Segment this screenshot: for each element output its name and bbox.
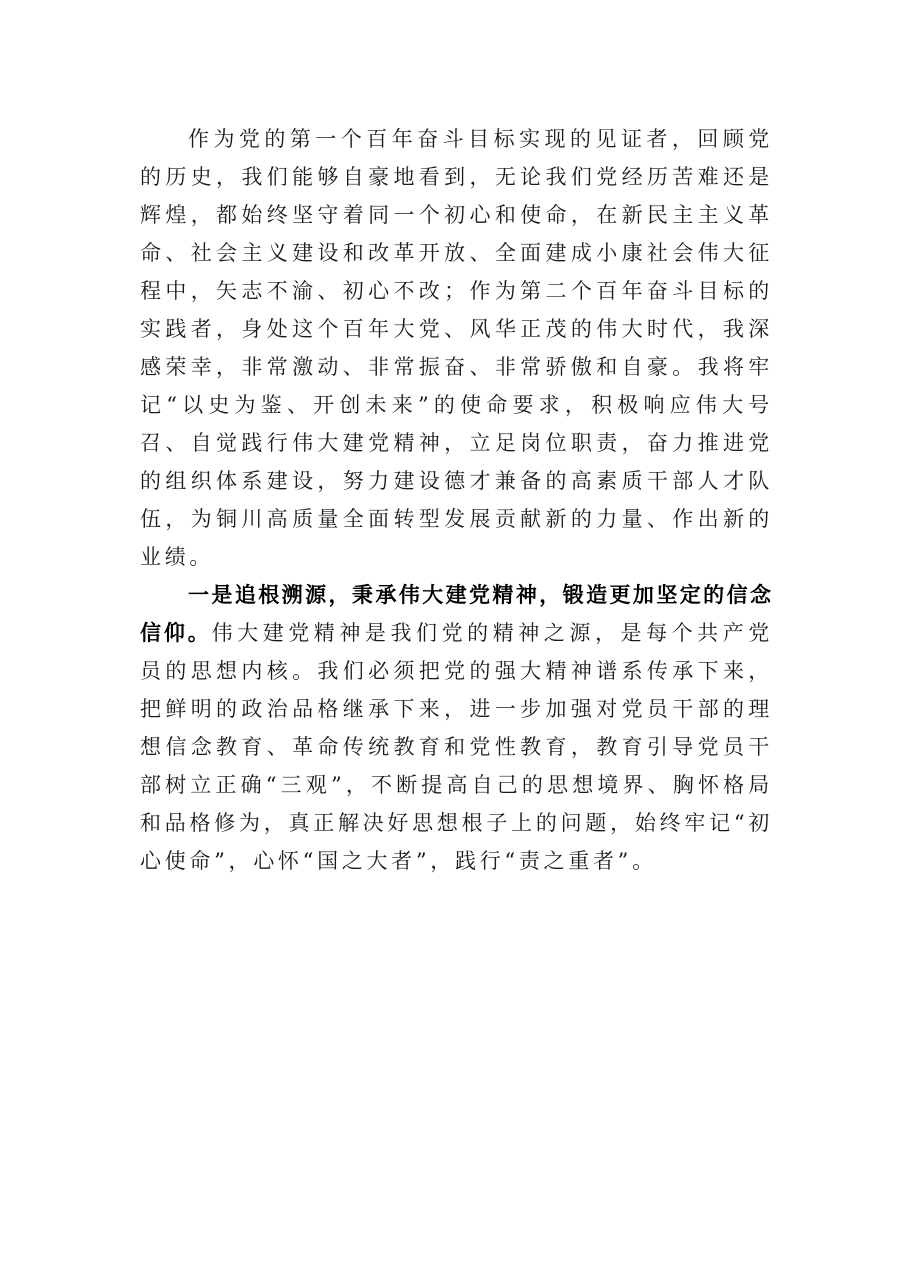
paragraph-2-lead-heading: 一是追根溯源，秉承伟大建党精神，锻造更加坚定的信念信仰。 bbox=[140, 583, 773, 645]
paragraph-1-text: 作为党的第一个百年奋斗目标实现的见证者，回顾党的历史，我们能够自豪地看到，无论我们党经历苦难还是辉煌，都始终坚守着同一个初心和使命，在新民主主义革命、社会主义建设和改革开放、全面建成小康社会伟大征程中，矢志不渝、初心不改；作为第二个百年奋斗目标的实践者，身处这个百年大党、风华正茂的伟大时代，我深感荣幸，非常激动、非常振奋、非常骄傲和自豪。我将牢记“以史为鉴、开创未来”的使命要求，积极响应伟大号召、自觉践行伟大建党精神，立足岗位职责，奋力推进党的组织体系建设，努力建设德才兼备的高素质干部人才队伍，为铜川高质量全面转型发展贡献新的力量、作出新的业绩。 bbox=[140, 127, 773, 569]
paragraph-2 bbox=[140, 576, 773, 880]
paragraph-1 bbox=[140, 120, 773, 576]
document-body bbox=[140, 120, 773, 880]
paragraph-2-text: 伟大建党精神是我们党的精神之源，是每个共产党员的思想内核。我们必须把党的强大精神谱系传承下来，把鲜明的政治品格继承下来，进一步加强对党员干部的理想信念教育、革命传统教育和党性教育，教育引导党员干部树立正确“三观”，不断提高自己的思想境界、胸怀格局和品格修为，真正解决好思想根子上的问题，始终牢记“初心使命”，心怀“国之大者”，践行“责之重者”。 bbox=[140, 621, 773, 873]
